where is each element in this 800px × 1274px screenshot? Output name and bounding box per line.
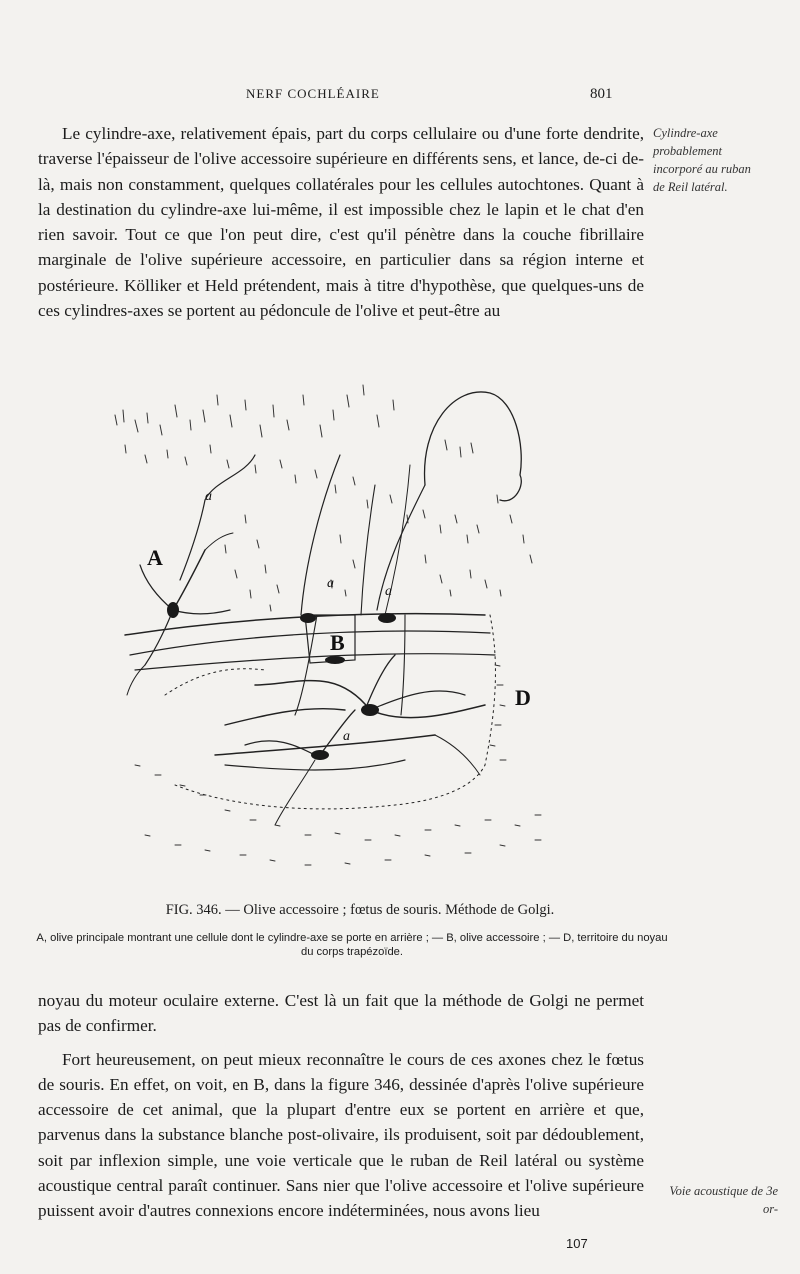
figure-label-a-4: a: [343, 729, 350, 744]
figure-label-a-1: a: [205, 489, 212, 504]
running-title: NERF COCHLÉAIRE: [246, 86, 380, 101]
paragraph-text: Fort heureusement, on peut mieux reconnaître le cours de ces axones chez le fœtus de souris. En effet, on voit, en B, dans la figure 346, dessinée d'après l'olive supérieure accessoire de cet animal, que la plupart d'entre eux se portent en arrière et que, parvenus dans la substance blanche post-olivaire, ils produisent, soit par dédoublement, soit par inflexion simple, une voie verticale que le ruban de Reil latéral ou système acoustique central paraît continuer. Sans nier que l'olive accessoire et l'olive supérieure puissent avoir d'autres connexions encore indéterminées, nous avons lieu: [38, 1049, 644, 1221]
paragraph-text: noyau du moteur oculaire externe. C'est là un fait que la méthode de Golgi ne permet pas de confirmer.: [38, 991, 644, 1036]
figure-label-a-3: a: [385, 584, 392, 599]
figure-label-D: D: [515, 685, 531, 710]
figure-caption-text: A, olive principale montrant une cellule dont le cylindre-axe se porte en arrière ; — B, olive accessoire ; — D, territoire du noyau du corps trapézoïde.: [36, 932, 668, 958]
paragraph-text: Le cylindre-axe, relativement épais, part du corps cellulaire ou d'une forte dendrite, traverse l'épaisseur de l'olive accessoire supérieure en différents sens, et lance, de-ci de-là, mais non constamment, quelques collatérales pour les cellules autochtones. Quant à la destination du cylindre-axe lui-même, il est impossible chez le lapin et le chat d'en rien savoir. Tout ce que l'on peut dire, c'est qu'il pénètre dans la couche fibrillaire marginale de l'olive supérieure accessoire, en particulier dans sa région interne et postérieure. Kölliker et Held prétendent, mais à titre d'hypothèse, que quelques-uns de ces cylindres-axes se portent au pédoncule de l'olive et peut-être au: [38, 124, 644, 321]
margin-note-acoustic-path: Voie acoustique de 3e or-: [669, 1184, 778, 1216]
figure-label-a-2: a: [327, 576, 334, 591]
figure-golgi-drawing: [105, 365, 560, 890]
margin-note-axon: Cylindre-axe probablement incorporé au ruban de Reil latéral.: [653, 126, 751, 194]
body-paragraph-bottom: [38, 988, 644, 1224]
neuron-drawing: [105, 365, 560, 890]
body-paragraph-top: [38, 121, 644, 323]
figure-label-A: A: [147, 545, 163, 570]
signature-number: 107: [566, 1236, 588, 1251]
figure-caption-title: FIG. 346. — Olive accessoire ; fœtus de souris. Méthode de Golgi.: [165, 902, 555, 918]
page-number-top: 801: [590, 86, 613, 102]
figure-label-B: B: [330, 630, 345, 655]
running-head: [0, 86, 800, 106]
